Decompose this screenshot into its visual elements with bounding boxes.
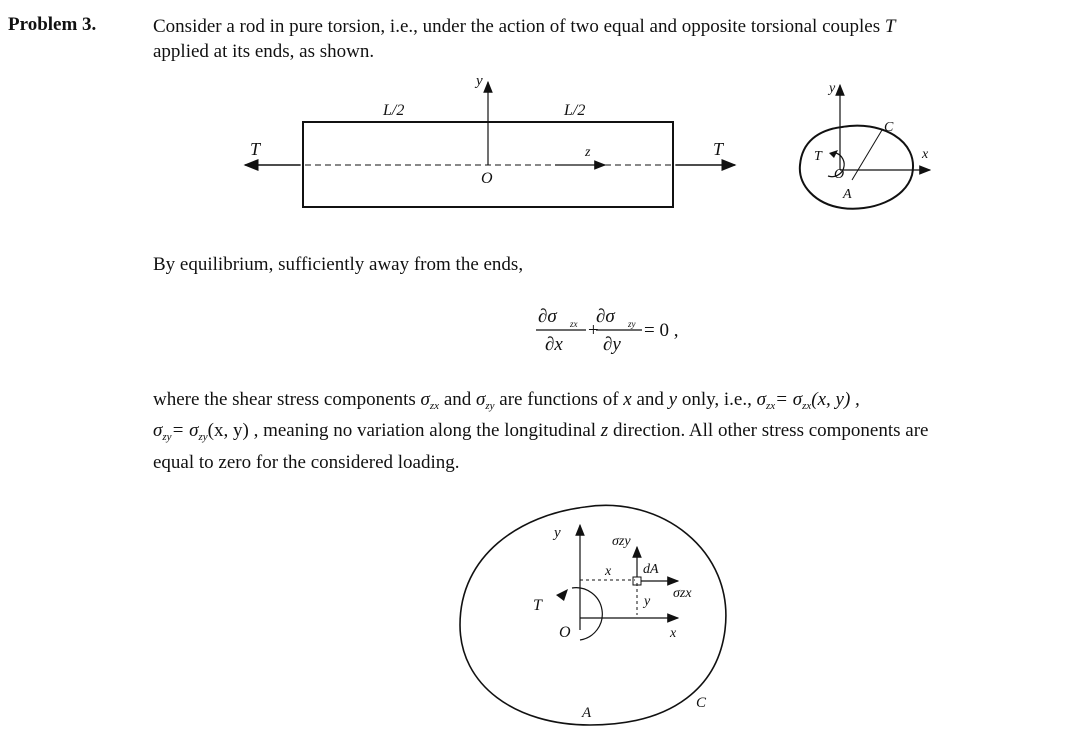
- x-dimension-label: x: [605, 564, 612, 579]
- para2-and: and: [439, 389, 476, 410]
- section-y-label: y: [554, 525, 561, 541]
- section-x-label: x: [670, 626, 677, 641]
- sub-zx: zx: [429, 400, 440, 412]
- para2-line-3: equal to zero for the considered loading.: [153, 452, 460, 473]
- intro-line-1: [153, 14, 1033, 40]
- equilibrium-text: By equilibrium, sufficiently away from the ends,: [153, 254, 524, 275]
- var-y: y: [668, 389, 678, 410]
- sub-zy-lhs: zy: [162, 431, 172, 443]
- torque-label-left: T: [250, 139, 261, 159]
- cross-section-outline: [800, 126, 913, 209]
- sigma-zy-lhs: σ: [153, 420, 163, 441]
- cs-torque-arrowhead: [829, 150, 838, 158]
- sigma-zx-symbol: σ: [420, 389, 430, 410]
- eq-plus: +: [588, 320, 599, 341]
- equilibrium-equation: [528, 300, 688, 360]
- rod-figure: [0, 60, 1072, 220]
- section-C-label: C: [696, 695, 707, 711]
- z-axis-label: z: [585, 145, 591, 160]
- eq-sub-1: zx: [570, 319, 578, 329]
- cs-A-label: A: [843, 187, 852, 202]
- eq-den-2: ∂y: [603, 334, 621, 355]
- var-z: z: [600, 420, 609, 441]
- torque-label-right: T: [713, 139, 724, 159]
- eq-num-1: ∂σ: [538, 306, 557, 327]
- para2-line-1: [153, 387, 1033, 415]
- eq-sign-1: = σ: [775, 389, 803, 410]
- problem-label: Problem 3.: [8, 14, 97, 35]
- sub-zy-rhs: zy: [198, 431, 208, 443]
- intro-text: Consider a rod in pure torsion, i.e., under the action of two equal and opposite torsional couples: [153, 16, 885, 37]
- sub-zy: zy: [485, 400, 495, 412]
- var-x: x: [623, 389, 632, 410]
- sub-zx-lhs: zx: [765, 400, 776, 412]
- sub-zx-rhs: zx: [802, 400, 812, 412]
- section-torque-arrowhead: [556, 589, 568, 601]
- section-O-label: O: [559, 624, 571, 641]
- cs-y-label: y: [829, 81, 836, 96]
- eq-den-1: ∂x: [545, 334, 563, 355]
- cs-C-label: C: [884, 120, 894, 135]
- para2-text-b: are functions of: [494, 389, 624, 410]
- section-outline: [460, 505, 726, 725]
- cs-T-label: T: [814, 149, 822, 164]
- stress-cross-section-figure: [440, 495, 760, 738]
- args-1: (x, y) ,: [811, 389, 860, 410]
- eq-sign-2: = σ: [171, 420, 199, 441]
- eq-rhs: = 0 ,: [644, 320, 679, 341]
- sigma-zy-symbol: σ: [476, 389, 486, 410]
- y-axis-label: y: [476, 73, 483, 89]
- cs-C-leader: [852, 130, 882, 180]
- intro-line-2: applied at its ends, as shown.: [153, 41, 375, 62]
- cs-x-label: x: [922, 147, 929, 162]
- sigma-zx-lhs: σ: [756, 389, 766, 410]
- length-label-left: L/2: [383, 102, 405, 119]
- intro-torque-symbol: T: [884, 16, 896, 37]
- para2-and-2: and: [631, 389, 669, 410]
- eq-num-2: ∂σ: [596, 306, 615, 327]
- para2-text-c: only, i.e.,: [677, 389, 757, 410]
- y-dimension-label: y: [644, 594, 651, 609]
- length-label-right: L/2: [564, 102, 586, 119]
- section-A-label: A: [582, 705, 592, 721]
- para2-line2-text: (x, y) , meaning no variation along the longitudinal: [207, 420, 601, 441]
- sigma-zx-label: σzx: [673, 586, 692, 601]
- para2-line2-text-c: direction. All other stress components are: [608, 420, 929, 441]
- para2-text-a: where the shear stress components: [153, 389, 421, 410]
- para2-line-2: [153, 418, 1033, 446]
- sigma-zy-label: σzy: [612, 534, 631, 549]
- eq-sub-2: zy: [628, 319, 636, 329]
- origin-label: O: [481, 170, 493, 187]
- cs-O-label: O: [834, 167, 845, 182]
- dA-label: dA: [643, 562, 659, 577]
- section-T-label: T: [533, 597, 542, 614]
- section-torque-arc: [572, 588, 602, 640]
